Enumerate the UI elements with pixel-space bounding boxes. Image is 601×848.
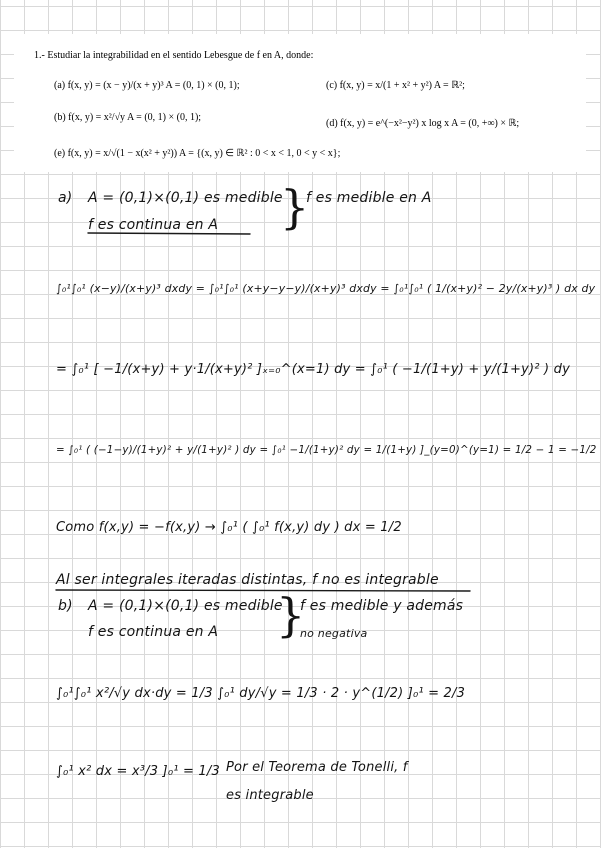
part-b-continuous: f es continua en A	[88, 624, 219, 640]
equation-1: ∫₀¹∫₀¹ (x−y)/(x+y)³ dxdy = ∫₀¹∫₀¹ (x+y−y−y)/(x+y)³ dxdy = ∫₀¹∫₀¹ ( 1/(x+y)² − 2y/(x+y)³ ) dx dy	[56, 282, 596, 295]
item-a: (a) f(x, y) = (x − y)/(x + y)³ A = (0, 1) × (0, 1);	[54, 80, 240, 91]
problem-statement-box	[14, 34, 586, 172]
problem-statement: 1.- Estudiar la integrabilidad en el sentido Lebesgue de f en A, donde:	[34, 50, 314, 61]
part-a-result: Al ser integrales iteradas distintas, f no es integrable	[56, 572, 439, 588]
part-b-label: b)	[58, 598, 73, 614]
equation-4: ∫₀¹∫₀¹ x²/√y dx·dy = 1/3 ∫₀¹ dy/√y = 1/3 · 2 · y^(1/2) ]₀¹ = 2/3	[56, 686, 466, 701]
equation-5: ∫₀¹ x² dx = x³/3 ]₀¹ = 1/3	[56, 764, 220, 779]
part-b-conclusion-1: f es medible y además	[300, 598, 464, 614]
equation-2: = ∫₀¹ [ −1/(x+y) + y·1/(x+y)² ]ₓ₌₀^(x=1) dy = ∫₀¹ ( −1/(1+y) + y/(1+y)² ) dy	[56, 362, 570, 377]
part-a-continuous: f es continua en A	[88, 217, 219, 233]
underline-stroke	[88, 233, 250, 234]
como-line: Como f(x,y) = −f(x,y) → ∫₀¹ ( ∫₀¹ f(x,y) dy ) dx = 1/2	[56, 520, 402, 535]
brace-b: }	[276, 588, 306, 642]
result-underline	[56, 590, 470, 591]
tonelli-line-2: es integrable	[226, 788, 314, 803]
part-b-conclusion-2: no negativa	[300, 627, 368, 640]
brace-a: }	[280, 180, 310, 234]
item-d: (d) f(x, y) = e^(−x²−y²) x log x A = (0, +∞) × ℝ;	[326, 118, 520, 129]
part-a-label: a)	[58, 190, 73, 206]
item-c: (c) f(x, y) = x/(1 + x² + y²) A = ℝ²;	[326, 80, 465, 91]
item-b: (b) f(x, y) = x²/√y A = (0, 1) × (0, 1);	[54, 112, 202, 123]
part-a-conclusion: f es medible en A	[306, 190, 432, 206]
item-e: (e) f(x, y) = x/√(1 − x(x² + y²)) A = {(x, y) ∈ ℝ² : 0 < x < 1, 0 < y < x};	[54, 148, 341, 159]
tonelli-line-1: Por el Teorema de Tonelli, f	[226, 760, 408, 775]
part-b-measurable: A = (0,1)×(0,1) es medible	[88, 598, 283, 614]
part-a-measurable: A = (0,1)×(0,1) es medible	[88, 190, 283, 206]
equation-3: = ∫₀¹ ( (−1−y)/(1+y)² + y/(1+y)² ) dy = ∫₀¹ −1/(1+y)² dy = 1/(1+y) ]_(y=0)^(y=1) = 1/2 − 1 = −1/2	[56, 444, 597, 456]
